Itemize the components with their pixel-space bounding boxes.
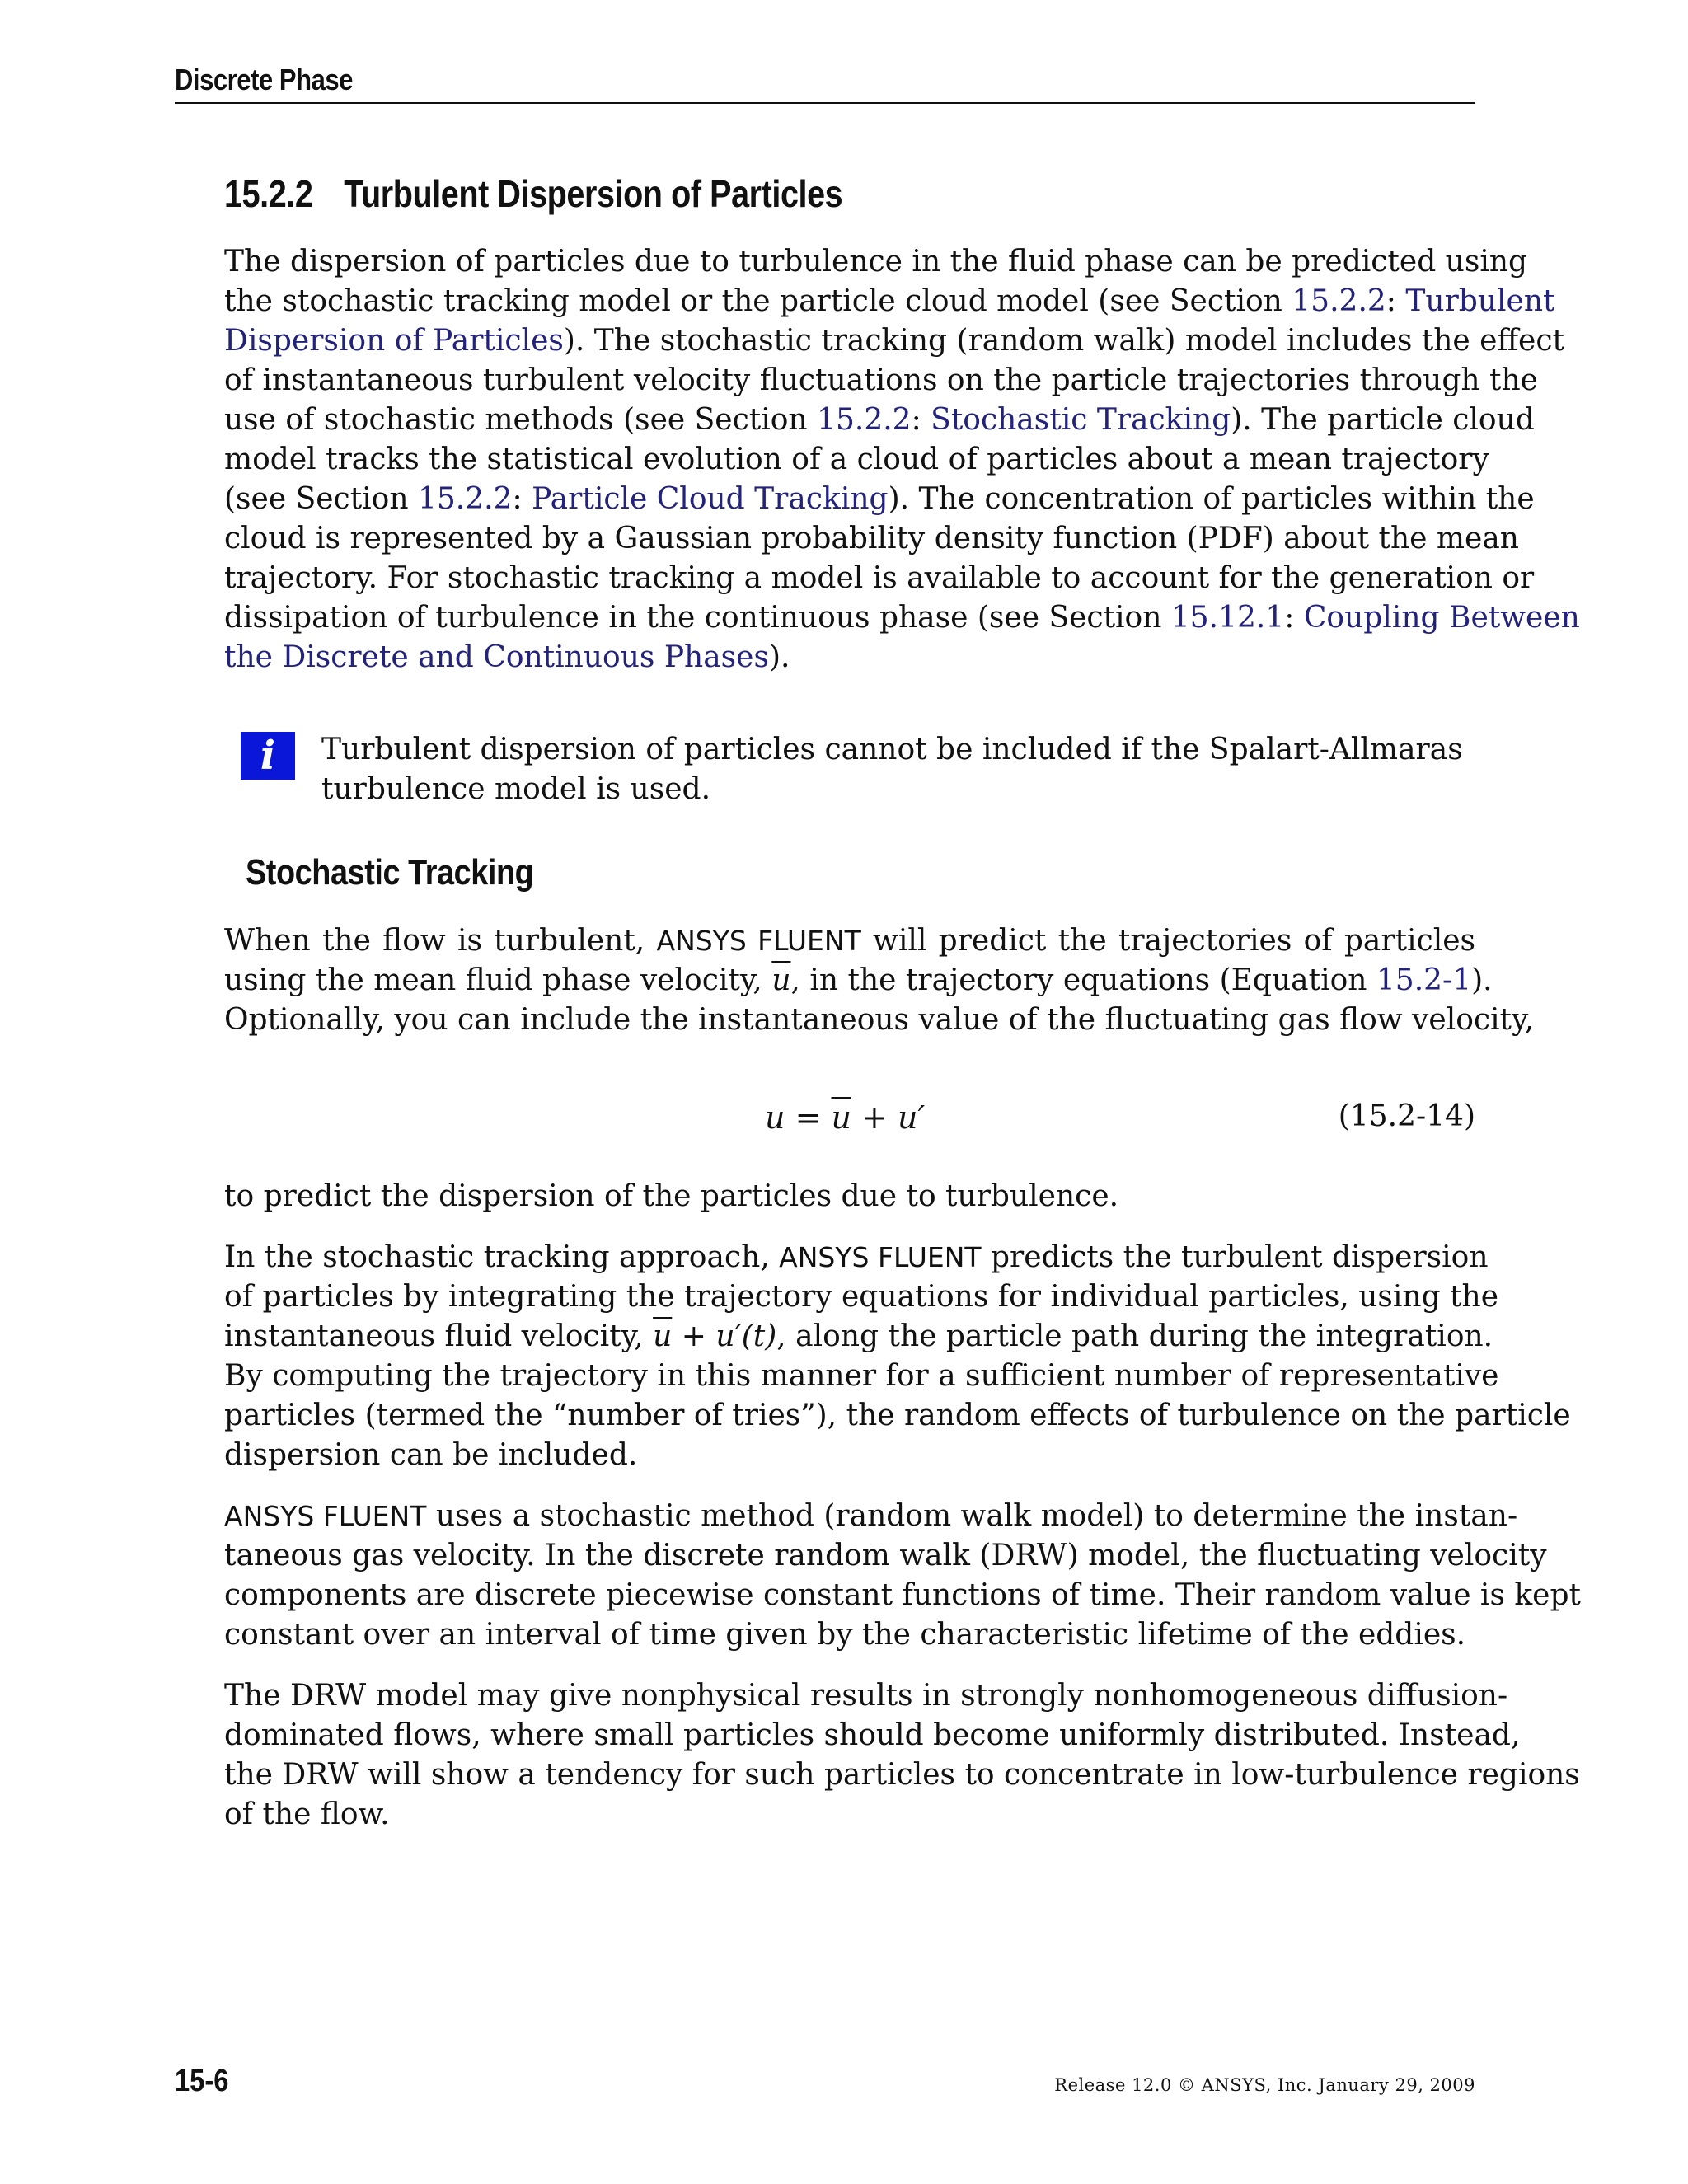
text-line: instantaneous fluid velocity, $\overline{u} + u'(t)$, along the particle path during the integration. <box>224 1319 1493 1353</box>
section-link-turbulent-dispersion-cont[interactable]: Dispersion of Particles <box>224 324 564 358</box>
section-link-number[interactable]: 15.2.2 <box>417 482 513 516</box>
text-line: components are discrete piecewise constant functions of time. Their random value is kept <box>224 1578 1581 1612</box>
text-line: The DRW model may give nonphysical results in strongly nonhomogeneous diffusion- <box>224 1679 1508 1713</box>
text-line: Optionally, you can include the instantaneous value of the fluctuating gas flow velocity, <box>224 1003 1535 1037</box>
section-link-stochastic-tracking[interactable]: Stochastic Tracking <box>931 403 1231 437</box>
text-line: to predict the dispersion of the particles due to turbulence. <box>224 1179 1119 1213</box>
note-text-line: Turbulent dispersion of particles cannot be included if the Spalart-Allmaras <box>321 733 1463 766</box>
text-line: cloud is represented by a Gaussian probability density function (PDF) about the mean <box>224 522 1519 555</box>
running-header-title: Discrete Phase <box>175 63 353 96</box>
mean-velocity-symbol: $\overline{u}$ <box>771 963 791 997</box>
section-number: 15.2.2 <box>224 172 313 215</box>
text-line: of the flow. <box>224 1797 390 1831</box>
text-line: use of stochastic methods (see Section 15.2.2: Stochastic Tracking). The particle cloud <box>224 403 1535 437</box>
product-name: ANSYS FLUENT <box>779 1241 982 1273</box>
section-title: Turbulent Dispersion of Particles <box>344 172 843 215</box>
text-line: trajectory. For stochastic tracking a model is available to account for the generation or <box>224 561 1535 595</box>
text-line: particles (termed the “number of tries”), the random effects of turbulence on the particle <box>224 1399 1571 1432</box>
text-line: constant over an interval of time given by the characteristic lifetime of the eddies. <box>224 1618 1466 1652</box>
info-icon: i <box>241 732 295 780</box>
text-line: dispersion can be included. <box>224 1438 638 1472</box>
section-link-number[interactable]: 15.2.2 <box>817 403 912 437</box>
text-line: the DRW will show a tendency for such particles to concentrate in low-turbulence regions <box>224 1758 1580 1792</box>
text-line: Dispersion of Particles). The stochastic tracking (random walk) model includes the effect <box>224 324 1564 358</box>
text-line: the Discrete and Continuous Phases). <box>224 640 790 674</box>
text-line: of particles by integrating the trajectory equations for individual particles, using the <box>224 1280 1499 1314</box>
text-line: When the flow is turbulent, ANSYS FLUENT will predict the trajectories of particles <box>224 924 1476 958</box>
section-link-coupling-cont[interactable]: the Discrete and Continuous Phases <box>224 640 769 674</box>
text-line: dissipation of turbulence in the continuous phase (see Section 15.12.1: Coupling Between <box>224 601 1580 635</box>
running-header <box>175 61 1475 104</box>
section-heading <box>224 171 842 216</box>
text-line: taneous gas velocity. In the discrete random walk (DRW) model, the fluctuating velocity <box>224 1539 1547 1572</box>
section-link-particle-cloud[interactable]: Particle Cloud Tracking <box>532 482 889 516</box>
product-name: ANSYS FLUENT <box>224 1500 427 1532</box>
text-line: dominated flows, where small particles should become uniformly distributed. Instead, <box>224 1718 1521 1752</box>
section-link-number[interactable]: 15.2.2 <box>1292 284 1386 318</box>
equation-number: (15.2-14) <box>1338 1099 1475 1133</box>
section-link-turbulent-dispersion[interactable]: Turbulent <box>1405 284 1555 318</box>
text-line: In the stochastic tracking approach, ANSYS FLUENT predicts the turbulent dispersion <box>224 1240 1489 1274</box>
text-line: of instantaneous turbulent velocity fluctuations on the particle trajectories through the <box>224 363 1538 397</box>
text-line: using the mean fluid phase velocity, $\overline{u}$, in the trajectory equations (Equation 15.2-1). <box>224 963 1493 997</box>
release-info: Release 12.0 © ANSYS, Inc. January 29, 2009 <box>1054 2075 1475 2095</box>
text-line: (see Section 15.2.2: Particle Cloud Tracking). The concentration of particles within the <box>224 482 1535 516</box>
text-line: By computing the trajectory in this manner for a sufficient number of representative <box>224 1359 1499 1393</box>
text-line: ANSYS FLUENT uses a stochastic method (random walk model) to determine the instan- <box>224 1499 1518 1533</box>
product-name: ANSYS FLUENT <box>656 925 861 957</box>
equation-link[interactable]: 15.2-1 <box>1376 963 1472 997</box>
note-text-line: turbulence model is used. <box>321 772 711 806</box>
text-line: model tracks the statistical evolution of a cloud of particles about a mean trajectory <box>224 443 1489 476</box>
section-link-coupling[interactable]: Coupling Between <box>1303 601 1580 635</box>
text-line: the stochastic tracking model or the particle cloud model (see Section 15.2.2: Turbulent <box>224 284 1555 318</box>
equation: $u = \overline{u} + u'$ <box>765 1099 926 1136</box>
section-link-number[interactable]: 15.12.1 <box>1170 601 1285 635</box>
text-line: The dispersion of particles due to turbulence in the fluid phase can be predicted using <box>224 245 1528 279</box>
page-number: 15-6 <box>175 2064 229 2098</box>
subsection-heading: Stochastic Tracking <box>246 852 534 893</box>
